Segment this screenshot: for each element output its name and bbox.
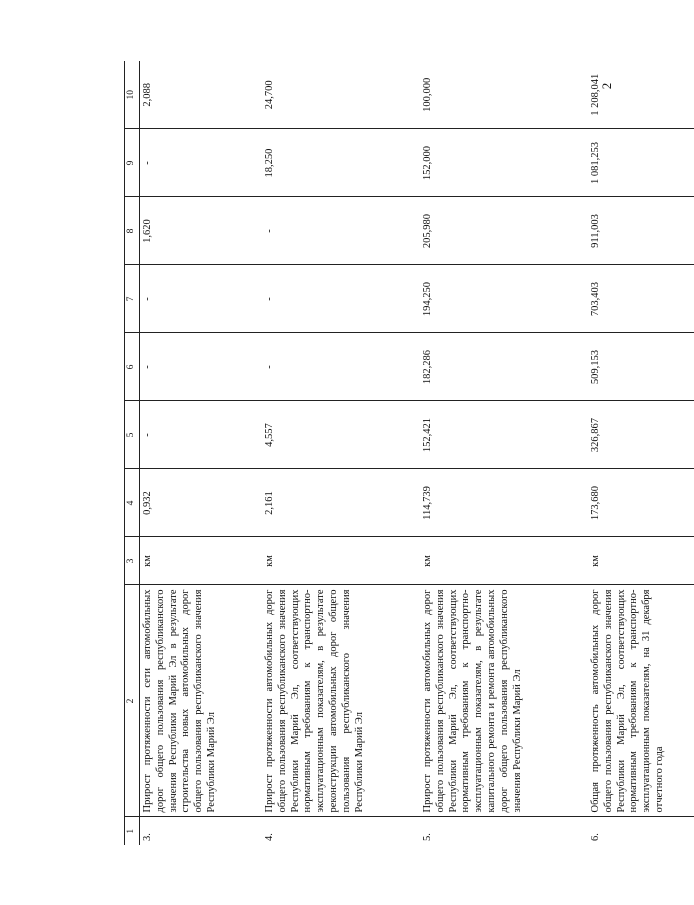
value-cell: 100,000 bbox=[420, 61, 588, 129]
value-cell: 205,980 bbox=[420, 197, 588, 265]
column-header: 10 bbox=[125, 61, 140, 129]
row-number: 6. bbox=[590, 833, 601, 841]
unit-cell: км bbox=[420, 537, 588, 585]
table-row bbox=[140, 61, 263, 845]
row-number: 4. bbox=[264, 833, 275, 841]
value-cell: 173,680 bbox=[588, 469, 694, 537]
value-cell: 182,286 bbox=[420, 333, 588, 401]
value-cell: 114,739 bbox=[420, 469, 588, 537]
value-cell: 1,620 bbox=[140, 197, 263, 265]
column-header: 3 bbox=[125, 537, 140, 585]
indicator-text: Прирост протяженности сети автомобильных дорог общего пользования республиканского значения Республики Марий Эл в результате строительства новых автомобильных дорог общего пользования республиканского значения Республики Марий Эл bbox=[140, 585, 263, 817]
unit-cell: км bbox=[140, 537, 263, 585]
column-header: 7 bbox=[125, 265, 140, 333]
column-header: 9 bbox=[125, 129, 140, 197]
column-header: 2 bbox=[125, 585, 140, 817]
rotated-table-container bbox=[124, 62, 670, 845]
table-row bbox=[262, 61, 420, 845]
value-cell: 2,161 bbox=[262, 469, 420, 537]
value-cell: 152,421 bbox=[420, 401, 588, 469]
value-cell: - bbox=[140, 401, 263, 469]
value-cell: - bbox=[262, 197, 420, 265]
table-row bbox=[588, 61, 694, 845]
value-cell: 194,250 bbox=[420, 265, 588, 333]
value-cell: - bbox=[262, 333, 420, 401]
indicator-text: Общая протяженность автомобильных дорог общего пользования республиканского значения Республики Марий Эл, соответствующих нормативным требованиям к транспортно-эксплуатационным показателям, на 31 декабря отчетного года bbox=[588, 585, 694, 817]
header-row bbox=[125, 61, 140, 845]
unit-cell: км bbox=[262, 537, 420, 585]
value-cell: 24,700 bbox=[262, 61, 420, 129]
value-cell: 509,153 bbox=[588, 333, 694, 401]
value-cell: 152,000 bbox=[420, 129, 588, 197]
row-number: 5. bbox=[422, 833, 433, 841]
column-header: 1 bbox=[125, 817, 140, 845]
column-header: 8 bbox=[125, 197, 140, 265]
value-cell: - bbox=[140, 333, 263, 401]
column-header: 5 bbox=[125, 401, 140, 469]
value-cell: 18,250 bbox=[262, 129, 420, 197]
value-cell: - bbox=[262, 265, 420, 333]
value-cell: 1 208,041 bbox=[588, 61, 694, 129]
value-cell: 911,003 bbox=[588, 197, 694, 265]
value-cell: 2,088 bbox=[140, 61, 263, 129]
value-cell: 703,403 bbox=[588, 265, 694, 333]
page-number: 2 bbox=[599, 82, 614, 90]
value-cell: 0,932 bbox=[140, 469, 263, 537]
value-cell: - bbox=[140, 265, 263, 333]
indicator-text: Прирост протяженности автомобильных дорог общего пользования республиканского значения Республики Марий Эл, соответствующих нормативным требованиям к транспортно-эксплуатационным показателям, в результате капитального ремонта и ремонта автомобильных дорог общего пользования республиканского значения Республики Марий Эл bbox=[420, 585, 588, 817]
table-row bbox=[420, 61, 588, 845]
row-number: 3. bbox=[142, 833, 153, 841]
value-cell: - bbox=[140, 129, 263, 197]
column-header: 6 bbox=[125, 333, 140, 401]
column-header: 4 bbox=[125, 469, 140, 537]
value-cell: 326,867 bbox=[588, 401, 694, 469]
unit-cell: км bbox=[588, 537, 694, 585]
value-cell: 1 081,253 bbox=[588, 129, 694, 197]
value-cell: 4,557 bbox=[262, 401, 420, 469]
indicator-text: Прирост протяженности автомобильных дорог общего пользования республиканского значения Республики Марий Эл, соответствующих нормативным требованиям к транспортно-эксплуатационным показателям, в результате реконструкции автомобильных дорог общего пользования республиканского значения Республики Марий Эл bbox=[262, 585, 420, 817]
indicators-table bbox=[124, 61, 694, 845]
